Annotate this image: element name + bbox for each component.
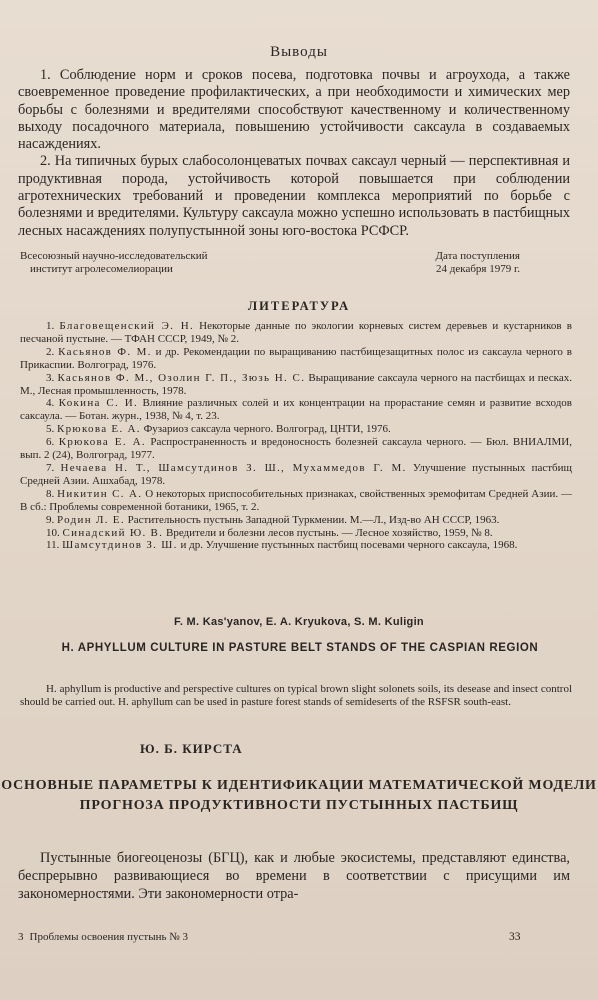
reference-item (20, 462, 572, 488)
institution-affiliation (20, 250, 280, 276)
reference-text: Распространенность и вредоносность болезней саксаула черного. — Бюл. ВНИАЛМИ, вып. 2 (24), Волгоград, 1977. (20, 436, 572, 462)
institution-line: Всесоюзный научно-исследовательский (20, 250, 208, 262)
reference-author: Кокина С. И. (58, 397, 139, 410)
signature-mark: 3 (18, 931, 24, 943)
reference-text: О некоторых приспособительных признаках, свойственных эремофитам Средней Азии. — В сб.: Проблемы современной ботаники, 1965, т. 2. (20, 487, 573, 513)
reference-item (20, 527, 572, 540)
reference-number: 10. (46, 526, 60, 539)
reference-author: Нечаева Н. Т., Шамсутдинов З. Ш., Мухаммедов Г. М. (60, 461, 407, 474)
article-author: Ю. Б. КИРСТА (140, 741, 243, 756)
reference-author: Никитин С. А. (57, 487, 143, 500)
article-title: ОСНОВНЫЕ ПАРАМЕТРЫ К ИДЕНТИФИКАЦИИ МАТЕМАТИЧЕСКОЙ МОДЕЛИ ПРОГНОЗА ПРОДУКТИВНОСТИ ПУСТЫННЫХ ПАСТБИЩ (1, 778, 597, 813)
english-title: H. APHYLLUM CULTURE IN PASTURE BELT STANDS OF THE CASPIAN REGION (61, 642, 539, 654)
received-date (380, 250, 520, 276)
reference-item (20, 436, 572, 462)
footer-journal (18, 931, 188, 943)
reference-item (20, 346, 572, 372)
received-label: Дата поступления (435, 250, 520, 262)
reference-item (20, 372, 572, 398)
conclusion-paragraph: 2. На типичных бурых слабосолонцеватых почвах саксаул черный — перспективная и продуктивная порода, устойчивость которой повышается при соблюдении агротехнических требований и проведении комплекса мероприятий по борьбе с болезнями и вредителями. Культуру саксаула можно успешно использовать в пастбищных лесных насаждениях полупустынной зоны юго-востока РСФСР. (18, 153, 570, 239)
conclusion-paragraph: 1. Соблюдение норм и сроков посева, подготовка почвы и агроухода, а также своевременное проведение профилактических, а при необходимости и химических мер борьбы с болезнями и вредителями способствуют качественному и количественному выходу посадочного материала, повышению устойчивости саксаула в создаваемых насаждениях. (18, 67, 570, 153)
reference-number: 6. (46, 436, 55, 449)
reference-text: и др. Рекомендации по выращиванию пастбищезащитных полос из саксаула черного в Прикаспии. Волгоград, 1976. (20, 345, 572, 371)
reference-author: Родин Л. Е. (57, 513, 125, 526)
journal-name: Проблемы освоения пустынь № 3 (29, 931, 188, 943)
reference-number: 8. (46, 487, 55, 500)
reference-item (20, 397, 572, 423)
reference-author: Крюкова Е. А. (57, 423, 141, 436)
reference-number: 5. (46, 423, 55, 436)
received-value: 24 декабря 1979 г. (436, 263, 520, 275)
reference-number: 1. (46, 320, 55, 332)
reference-text: Некоторые данные по экологии корневых систем деревьев и кустарников в песчаной пустыне. — ТФАН СССР, 1949, № 2. (20, 320, 572, 345)
reference-number: 3. (46, 371, 55, 384)
reference-author: Шамсутдинов З. Ш. (62, 539, 178, 552)
reference-number: 9. (46, 513, 55, 526)
reference-number: 4. (46, 397, 55, 410)
institution-line: институт агролесомелиорации (30, 263, 173, 275)
reference-item (20, 539, 572, 552)
literature-heading: ЛИТЕРАТУРА (247, 299, 351, 313)
reference-number: 2. (46, 345, 55, 358)
reference-item (20, 514, 572, 527)
reference-author: Крюкова Е. А. (58, 436, 146, 449)
conclusions-heading: Выводы (270, 44, 328, 60)
reference-author: Касьянов Ф. М. (58, 345, 152, 358)
abstract-text: H. aphyllum is productive and perspective cultures on typical brown slight solonets soils, its desease and insect control should be carried out. H. aphyllum can be used in pasture forest stands of semideserts of the RSFSR south-east. (20, 683, 572, 708)
english-abstract (20, 683, 572, 709)
reference-text: Вредители и болезни лесов пустынь. — Лесное хозяйство, 1959, № 8. (163, 526, 493, 539)
article-paragraph: Пустынные биогеоценозы (БГЦ), как и любые экосистемы, представляют единства, беспрерывно развивающиеся во времени в соответствии с присущими им закономерностями. Эти закономерности отра- (18, 850, 570, 902)
reference-item (20, 488, 572, 514)
reference-number: 11. (46, 539, 60, 552)
reference-text: Растительность пустынь Западной Туркмении. М.—Л., Изд-во АН СССР, 1963. (124, 513, 500, 526)
reference-number: 7. (46, 461, 55, 474)
reference-author: Касьянов Ф. М., Озолин Г. П., Зюзь Н. С. (57, 371, 306, 384)
conclusions-body (18, 67, 570, 240)
reference-author: Благовещенский Э. Н. (59, 320, 195, 332)
reference-text: Улучшение пустынных пастбищ Средней Азии. Ашхабад, 1978. (20, 461, 572, 487)
reference-text: Выращивание саксаула черного на пастбищах и песках. М., Лесная промышленность, 1978. (20, 371, 572, 397)
reference-text: и др. Улучшение пустынных пастбищ посевами черного саксаула, 1968. (177, 539, 518, 552)
reference-item (20, 320, 572, 346)
reference-item (20, 423, 572, 436)
reference-list (20, 320, 572, 552)
english-authors: F. M. Kas'yanov, E. A. Kryukova, S. M. Kuligin (174, 616, 424, 628)
page-number: 33 (509, 931, 521, 943)
reference-author: Синадский Ю. В. (62, 526, 164, 539)
article-body (18, 849, 570, 903)
reference-text: Фузариоз саксаула черного. Волгоград, ЦНТИ, 1976. (140, 423, 391, 436)
reference-text: Влияние различных солей и их концентрации на прорастание семян и развитие всходов саксаула. — Ботан. журн., 1938, № 4, т. 23. (20, 397, 572, 423)
